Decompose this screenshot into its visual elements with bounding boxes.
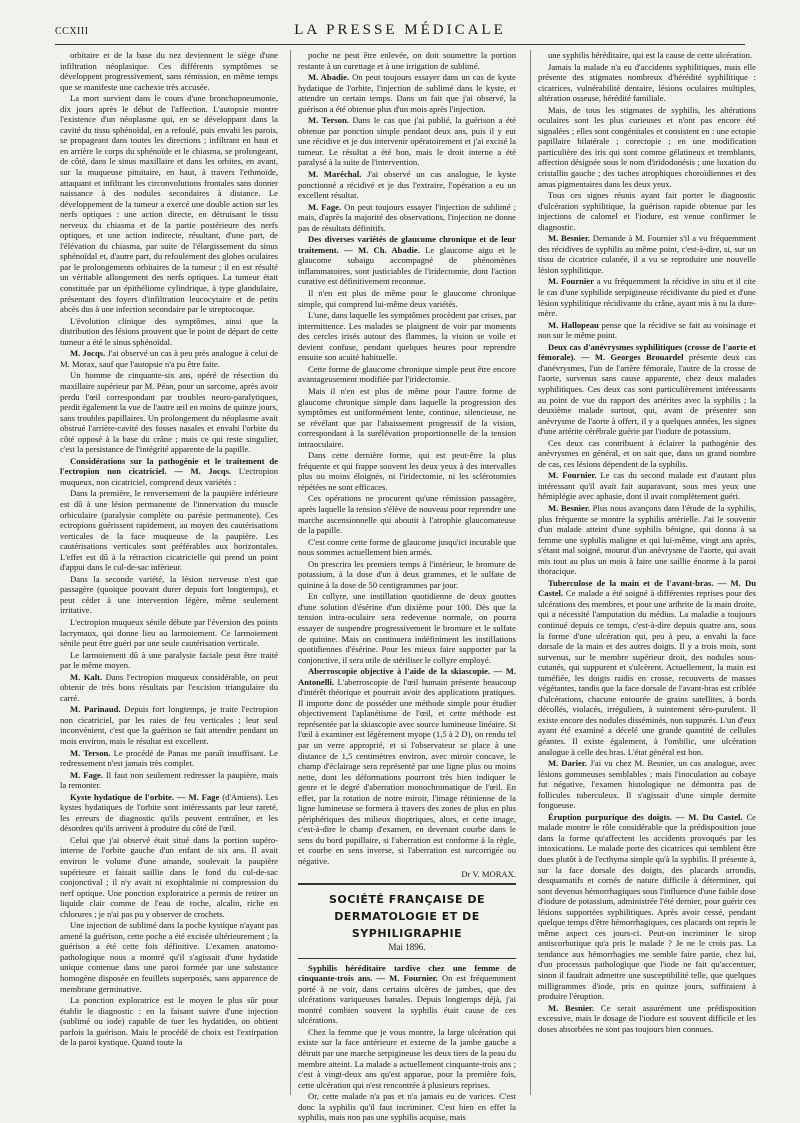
paragraph [298, 202, 516, 234]
paragraph-text: J'ai observé un cas à peu près analogue à celui de M. Morax, sauf que l'autopsie n'a pu être faite. [60, 348, 278, 369]
paragraph [538, 578, 756, 757]
paragraph [538, 503, 756, 577]
paragraph-heading: Tuberculose de la main et de l'avant-bras. — M. Du Castel. [538, 577, 756, 599]
paragraph-text: La ponction exploratrice est le moyen le plus sûr pour établir le diagnostic : en la faisant suivre d'une injection (sublimé ou iode) capable de tuer les hydatides, on obtient parfois la guérison. Mais le procédé de choix est l'extirpation de la paroi kystique. Quand toute la [60, 995, 278, 1048]
paragraph [60, 370, 278, 454]
header-rule [55, 44, 745, 45]
paragraph [298, 537, 516, 558]
paragraph [538, 812, 756, 1002]
paragraph-heading: M. Fournier. [548, 470, 597, 481]
paragraph [60, 93, 278, 314]
section-header [298, 883, 516, 959]
paragraph-text: On prescrira les premiers temps à l'intérieur, le bromure de potassium, à la dose d'un à deux grammes, et le sulfate de quinine à la dose de 50 centigrammes par jour. [298, 558, 516, 590]
paragraph-text: Celui que j'ai observé était situé dans la portion supéro-interne de l'orbite gauche d'un enfant de six ans. Il avait environ le volume d'une amande, soulevait la paupière supérieure et faisait saillie dans le fond du cul-de-sac conjonctival ; il n'y avait ni exophtalmie ni compression du nerf optique. Une ponction exploratrice a permis de retirer un liquide clair comme de l'eau de roche, alcalin, riche en chlorures ; je n'ai pas pu y observer de crochets. [60, 834, 278, 919]
paragraph-heading: Syphilis héréditaire tardive chez une femme de cinquante-trois ans. — M. Fournier. [298, 962, 516, 984]
paragraph-text: Une injection de sublimé dans la poche kystique n'ayant pas amené la guérison, cette poche a été excisée ultérieurement ; la guérison a été cette fois définitive. L'examen anatomo-pathologique nous a montré qu'il s'agissait d'une hydatide unique contenue dans une paroi formée par une substance homogène disposée en feuillets superposés, sans apparence de membrane germinative. [60, 920, 278, 994]
paragraph [60, 995, 278, 1048]
paragraph-text: Jamais la malade n'a eu d'accidents syphilitiques, mais elle présente des stigmates nombreux d'hérédité syphilitique : cicatrices, vulnérabilité dentaire, lésions oculaires multiples, altération osseuse, hérédité familiale. [538, 61, 756, 104]
column-divider [530, 50, 531, 1095]
paragraph [60, 50, 278, 92]
section-date: Mai 1896. [388, 942, 426, 953]
paragraph [298, 591, 516, 665]
paragraph-text: une syphilis héréditaire, qui est la cause de cette ulcération. [548, 50, 753, 60]
paragraph-text: Tous ces signes réunis ayant fait porter le diagnostic d'ulcération syphilitique, la guérison rapide obtenue par les injections de calomel et l'iodure, est venue confirmer le diagnostic. [538, 190, 756, 232]
paragraph-heading: M. Fournier [548, 276, 594, 287]
paragraph [298, 310, 516, 363]
paragraph-text: L'ectropion muqueux sénile débute par l'éversion des points lacrymaux, qui donne lieu au larmoiement. Ce larmoiement sénile peut être guéri par une seule cautérisation verticale. [60, 616, 278, 649]
paragraph-text: (d'Amiens). Les kystes hydatiques de l'orbite sont intéressants par leur rareté, les erreurs de diagnostic qu'ils peuvent entraîner, et les désordres qu'ils arrivent à produire du côté de l'œil. [60, 791, 278, 834]
paragraph-heading: M. Kalt. [70, 671, 103, 682]
paragraph-text: Chez la femme que je vous montre, la large ulcération qui existe sur la face antérieure et externe de la jambe gauche a détruit par une marche serpigineuse les deux tiers de la peau du membre atteint. La malade a actuellement cinquante-trois ans ; c'est à vingt-deux ans qu'est apparue, pour la première fois, cette ulcération qui n'est rencontrée à plusieurs reprises. [298, 1026, 516, 1090]
paragraph [298, 1091, 516, 1123]
paragraph-text: Le larmoiement dû à une paralysie faciale peut être traité par le même moyen. [60, 649, 278, 671]
author-signature: Dr V. MORAX. [461, 868, 516, 879]
paragraph-heading: M. Besnier. [548, 502, 590, 513]
paragraph [298, 169, 516, 201]
paragraph [538, 758, 756, 811]
paragraph-text: Le glaucome aigu et le glaucome subaigu accompagné de phénomènes inflammatoires, sont justiciables de l'iridectomie, dont l'action curative est définitivement reconnue. [298, 244, 516, 287]
paragraph-text: L'une, dans laquelle les symptômes procèdent par crises, par intermittence. Les malades se plaignent de voir par moments des cercles irisés autour des flammes, la vision se voile et devient confuse, pendant quelques heures pour reprendre ensuite son acuité habituelle. [298, 310, 516, 363]
paragraph [538, 276, 756, 318]
paragraph [60, 488, 278, 572]
paragraph-text: Dans l'ectropion muqueux considérable, on peut obtenir de très bons résultats par l'excision triangulaire du carré. [60, 671, 278, 703]
paragraph-text: Cette forme de glaucome chronique simple peut être encore avantageusement modifiée par l'iridectomie. [298, 363, 516, 385]
paragraph-text: J'ai vu chez M. Besnier, un cas analogue, avec lésions gommeuses semblables ; mais l'inoculation au cobaye fut négative, l'examen histologique ne démontra pas de follicules tuberculeux. Il s'agissait d'une simple dermite fongueuse. [538, 758, 756, 811]
paragraph-text: Le cas du second malade est d'autant plus intéressant qu'il avait fait auparavant, sous mes yeux une hémiplégie avec aphasie, dont il avait complètement guéri. [538, 470, 757, 502]
paragraph-heading: Considérations sur la pathogénie et le traitement de l'ectropion non cicatriciel. — M. Jocqs. [60, 455, 278, 477]
paragraph [538, 233, 756, 275]
paragraph-heading: M. Fage. [308, 201, 342, 212]
paragraph-text: Le procédé de Panas me paraît insuffisant. Le redressement n'est jamais très complet. [60, 747, 278, 769]
paragraph [60, 835, 278, 919]
column-left [60, 50, 278, 1095]
paragraph [538, 438, 756, 470]
paragraph [298, 493, 516, 535]
paragraph-text: a vu fréquemment la récidive in situ et il cite le cas d'une syphilide serpigineuse récidivante du pied et d'une lésion syphilitique récidivante du crâne, ayant mis à nu la dure-mère. [538, 276, 756, 319]
paragraph-heading: Éruption purpurique des doigts. — M. Du Castel. [548, 811, 743, 822]
section-title: SOCIÉTÉ FRANÇAISE DE DERMATOLOGIE ET DE SYPHILIGRAPHIE [328, 893, 486, 941]
paragraph-text: On est fréquemment porté à ne voir, dans certains ulcères de jambes, que des ulcérations variqueuses banales. Depuis longtemps déjà, j'ai montré combien souvent la syphilis était cause de ces ulcérations. [298, 973, 516, 1026]
paragraph-heading: M. Darier. [548, 758, 587, 769]
middle-bottom-text [298, 963, 516, 1123]
paragraph-text: Ce serait assurément une prédisposition excessive, mais le dosage de l'iodure est souvent difficile et les doses absorbées ne sont pas toujours bien connues. [538, 1002, 756, 1034]
paragraph-text: pense que la récidive se fait au voisinage et non sur le même point. [538, 319, 757, 341]
paragraph [60, 650, 278, 671]
paragraph [298, 963, 516, 1026]
paragraph [298, 72, 516, 114]
paragraph [538, 105, 756, 189]
paragraph [60, 574, 278, 616]
paragraph-text: Ce malade a été soigné à différentes reprises pour des ulcérations des membres, et pour une arthrite de la main droite, qui a nécessité l'amputation du médius. La maladie a toujours continué depuis ce temps, c'est-à-dire depuis quatre ans, sous la forme d'une ulcération qui, peu à peu, a envahi la face dorsale de la main et des autres doigts. Il y a trois mois, sont survenus, sur le membre supérieur droit, des nodules sous-cutanés, qui suppurent et s'ulcèrent. Actuellement, la main est tuméfiée, les doigts raidis en crosse, recouverts de masses végétantes, tandis que la face dorsale de l'avant-bras est criblée d'ulcérations, chacune entourée de grains satellites, à bords décollés, violacés, irréguliers, à suintement séro-purulent. Il existe encore des nodules disséminés, non suppurés. L'un d'eux ayant été examiné a décelé une grande quantité de cellules géantes. Il existe également, à l'ombilic, une ulcération analogue à celle des bras. L'état général est bon. [538, 588, 756, 757]
paragraph-text: J'ai observé un cas analogue, le kyste ponctionné a récidivé et je dus l'extraire, l'opération a eu un excellent résultat. [298, 169, 517, 201]
paragraph-text: présente deux cas d'anévrysmes, l'un de l'artère fémorale, l'autre de la crosse de l'aorte, survenus sans cause apparente, chez deux malades syphilitiques. Ces deux cas sont particulièrement intéressants au point de vue du rapport des artérites avec la syphilis ; la deuxième malade surtout, qui, avant de présenter son anévrysme de l'aorte à offert, il y a quelques années, les signes d'une artérite cérébrale guérie par l'iodure de potassium. [538, 352, 756, 437]
paragraph-text: Demande à M. Fournier s'il a vu fréquemment des récidives de syphilis au même point, c'est-à-dire, si, sur un tissu de cicatrice culanée, il a vu se reproduire une nouvelle lésion syphilitique. [538, 233, 756, 275]
paragraph [298, 559, 516, 591]
paragraph-heading: M. Fage. [70, 769, 103, 780]
journal-title: LA PRESSE MÉDICALE [294, 22, 506, 38]
paragraph-text: On peut toujours essayer dans un cas de kyste hydatique de l'orbite, l'injection de sublimé dans le kyste, et attendre un certain temps. Dans un fait que j'ai observé, la guérison a été obtenue plus d'un mois après l'injection. [298, 72, 516, 114]
paragraph-heading: M. Terson. [308, 115, 349, 126]
paragraph-text: poche ne peut être enlevée, on doit soumettre la portion restante à un curettage et à une irrigation de sublimé. [298, 50, 516, 71]
paragraph [538, 320, 756, 341]
paragraph-text: Or, cette malade n'a pas et n'a jamais eu de varices. C'est donc la syphilis qu'il faut incriminer. C'est bien en effet la syphilis, mais non pas une syphilis acquise, mais [298, 1091, 516, 1123]
paragraph-heading: M. Abadie. [308, 72, 350, 83]
paragraph [538, 190, 756, 232]
paragraph [60, 617, 278, 649]
paragraph-heading: Des diverses variétés de glaucome chronique et de leur traitement. — M. Ch. Abadie. [298, 234, 516, 255]
paragraph-heading: M. Besnier. [548, 233, 591, 244]
paragraph [298, 364, 516, 385]
paragraph-text: Il n'en est plus de même pour le glaucome chronique simple, qui comprend lui-même deux variétés. [298, 288, 516, 309]
paragraph [60, 316, 278, 348]
paragraph-text: Ce malade montre le rôle considérable que la prédisposition joue dans la forme qu'affectent les accidents provoqués par les intoxications. Le malade porte des cicatrices qui semblent être dues plutôt à de l'ecthyma simple qu'à la syphilis. Il présente à, sur la face dorsale des doigts, des placards arrondis, desquamatifs et cornés de nature difficile à déterminer, qui sont devenus hémorrhagiques sous l'influence d'une faible dose d'iodure de potassium, administrée l'été dernier, pour guérir ces lésions supportées syphilitiques. Après avoir cessé, pendant quelque temps d'être hémorrhagiques, ces placards ont repris le même aspect ces jours-ci. Peut-on incriminer le sirop antiscorbutique qu'a pris le malade ? Je ne le crois pas. La tendance aux hémorrhagies me semble faire partie, chez lui, d'un processus pathologique que l'iode ne fait qu'accentuer, sinon il faudrait admettre une susceptibilité telle, que quelques milligrammes d'iode, pris en quinze jours, suffiraient à produire l'éruption. [538, 811, 756, 1002]
paragraph [60, 704, 278, 746]
paragraph-text: Mais il n'en est plus de même pour l'autre forme de glaucome chronique simple dans laquelle la progression des symptômes est uniformément lente, continue, silencieuse, ne se révélant que par l'abaissement progressif de la vision, correspondant à la surélévation proportionnelle de la tension intraoculaire. [298, 385, 516, 449]
paragraph [538, 342, 756, 437]
column-middle [298, 50, 517, 1123]
paragraph [538, 1003, 756, 1035]
paragraph-heading: Kyste hydatique de l'orbite. — M. Fage [70, 791, 220, 802]
paragraph [538, 470, 756, 502]
paragraph-text: Dans cette dernière forme, qui est peut-être la plus fréquente et qui frappe souvent les deux yeux à des intervalles plus ou moins éloignés, ni l'iridectomie, ni les sclérotomies répétées ne sont efficaces. [298, 450, 516, 492]
paragraph [60, 920, 278, 994]
page-header [55, 22, 745, 44]
paragraph-heading: M. Jocqs. [70, 348, 106, 359]
middle-top-text [298, 50, 516, 867]
paragraph-heading: M. Terson. [70, 747, 111, 758]
paragraph-text: C'est contre cette forme de glaucome jusqu'ici incurable que nous sommes actuellement bien armés. [298, 536, 516, 558]
paragraph-text: Il faut non seulement redresser la paupière, mais la remonter. [60, 769, 278, 791]
paragraph [298, 115, 516, 168]
paragraph [298, 386, 516, 449]
paragraph [298, 450, 516, 492]
paragraph [298, 288, 516, 309]
paragraph-heading: M. Parinaud. [70, 704, 121, 715]
paragraph [538, 50, 756, 61]
paragraph-text: Dans la seconde variété, la lésion nerveuse n'est que passagère (quoique pouvant durer depuis fort longtemps), et peut céder à une intervention légère, même seulement irritative. [60, 573, 278, 616]
paragraph-text: Dans la première, le renversement de la paupière inférieure est dû à une lésion permanente de l'innervation du muscle orbiculaire (paralysie complète ou parésie permanente). Ces ectropions guérissent rapidement, au moyen des cautérisations verticales de la face muqueuse de la paupière. Les cautérisations verticales sont préférables aux horizontales. L'effet est dû à la rétraction cicatricielle qui prend un point d'appui dans le cul-de-sac inférieur. [60, 488, 278, 573]
paragraph [538, 62, 756, 104]
paragraph-text: Ces opérations ne procurent qu'une rémission passagère, après laquelle la tension s'élève de nouveau pour reprendre une marche ascensionnelle qui aboutit à l'atrophie glaucomateuse de la papille. [298, 493, 516, 536]
paragraph-heading: Aberroscopie objective à l'aide de la skiascopie. — M. Antonelli. [298, 666, 516, 687]
paragraph [60, 770, 278, 791]
paragraph [60, 792, 278, 834]
paragraph-heading: M. Hallopeau [548, 319, 599, 330]
paragraph-text: En collyre, une instillation quotidienne de deux gouttes d'une solution d'ésérine d'un dixième pour 100. Dès que la tension intra-oculaire sera redevenue normale, on pourra essayer de suspendre progressivement le bromure et le sulfate de quinine. Mais on continuera indéfiniment les instillations quotidiennes d'ésérine. Pour les mieux faire supporter par la conjonctive, il sera utile de stériliser le collyre employé. [298, 591, 516, 665]
paragraph-text: Plus nous avançons dans l'étude de la syphilis, plus fréquente se montre la syphilis artérielle. J'ai le souvenir d'un malade atteint d'une syphilis bénigne, qui donna à sa femme une syphilis maligne et qui lui-même, vingt ans après, s'étant mal soigné, mourut d'un anévrysme de l'aorte, qui avait mis tout au plus un mois à faire une saillie énorme à la paroi thoracique. [538, 502, 756, 577]
paragraph-text: On peut toujours essayer l'injection de sublimé ; mais, d'après la majorité des observations, l'injection ne donne pas de résultats définitifs. [298, 201, 516, 233]
paragraph-text: Mais, de tous les stigmates de syphilis, les altérations oculaires sont les plus curieuses et n'ont pas encore été signalées ; elles sont congénitales et consistent en : une ectopie papillaire bilatérale ; corectopie ; en une modification particulière des iris qui sont comme gélatineux et tremblants, affection désignée sous le nom d'iridodonésis ; une luxation du cristallin gauche ; des taches atrophiques choroïdiennes et des amas pigmentaires dans les deux yeux. [538, 104, 756, 189]
paragraph [298, 234, 516, 287]
paragraph [60, 748, 278, 769]
paragraph-text: Depuis fort longtemps, je traite l'ectropion non cicatriciel, par les raies de feu verticales ; leur seul inconvénient, c'est que la guérison se fait attendre pendant un mois environ, mais le résultat est excellent. [60, 704, 278, 746]
paragraph-text: orbitaire et de la base du nez deviennent le siège d'une infiltration néoplasique. Ces différents symptômes se développent progressivement, sans rémission, en même temps que se manifeste une cachexie très accusée. [60, 50, 278, 92]
page-number: CCXIII [55, 26, 89, 37]
paragraph-text: La mort survient dans le cours d'une bronchopneumonie, dix jours après le début de l'affection. L'autopsie montre l'existence d'un néoplasme qui, en se développant dans la cavité du tissu sphénoïdal, en a refoulé, puis envahi les parois, se propageant dans toutes les directions ; infiltrant en haut et en arrière le corps du sphénoïde et le chiasma, se prolongeant, de côté, dans le sinus maxillaire et dans les orbites, en avant, sur la muqueuse pituitaire, en haut, à travers l'ethmoïde, attaquant et infiltrant les circonvolutions frontales sans donner naissance à des nodules secondaires à distance. Le développement de la tumeur a exercé une double action sur les nerfs optiques : une action directe, en détruisant le tissu nerveux du chiasma et de la partie postérieure des nerfs optiques, et une action indirecte, résultant, d'une part, de l'élévation du chiasma, par suite de l'élargissement du sinus sphénoïdal et, d'autre part, du refoulement des globes oculaires par le prolongements orbitaires de la tumeur ; il en est résulté un véritable allongement des nerfs optiques. La tumeur était constituée par un épithéliome cylindrique, à type glandulaire, présentant des foyers d'infiltration leucocytaire et de petits abcès dus à une infection secondaire par le streptocoque. [60, 93, 278, 315]
paragraph-heading: M. Besnier. [548, 1002, 595, 1013]
paragraph-text: Ces deux cas contribuent à éclairer la pathogénie des anévrysmes en général, et on sait que, dans un grand nombre de cas, ces lésions dépendent de la syphilis. [538, 437, 756, 469]
paragraph-text: Un homme de cinquante-six ans, opéré de résection du maxillaire supérieur par M. Péan, pour un sarcome, après avoir perdu l'œil correspondant par troubles neuro-paralytiques, perdit également la vue de l'autre œil en moins de quinze jours, sans troubles papillaires. Un prolongement du néoplasme avait obstrué l'arrière-cavité des fosses nasales et envahi l'orbite du côté opposé à la base du crâne ; mais ce qui reste singulier, c'est la persistance de l'intégrité apparente de la papille. [60, 370, 278, 455]
paragraph [298, 666, 516, 866]
paragraph-heading: M. Maréchal. [308, 169, 362, 180]
column-divider [290, 50, 291, 1095]
paragraph [298, 1027, 516, 1090]
paragraph-text: L'évolution clinique des symptômes, ainsi que la distribution des lésions prouvent que le point de départ de cette tumeur a été le sinus sphénoïdal. [60, 315, 278, 347]
paragraph [60, 672, 278, 704]
paragraph-text: L'ectropion muqueux, non cicatriciel, comprend deux variétés : [60, 466, 278, 487]
paragraph-text: L'aberroscopie de l'œil humain présente beaucoup d'intérêt théorique et pourrait avoir des applications pratiques. Il importe donc de posséder une méthode simple pour étudier objectivement l'aplanétisme de l'œil, et cette méthode est représentée par la skiascopie avec source lumineuse linéaire. Si l'œil à examiner est légèrement myope (1,5 à 2 D), on rendu tel par un verre approprié, et si l'observateur se place à une distance de 1,5 centimètres environ, avec miroir concave, le champ d'éclairage sera représenté par une ligne plus ou moins nette, dont les déformations pourront très bien indiquer le genre et le degré d'aberration monochromatique de l'œil. En effet, par la rotation de notre miroir, l'image rétinienne de la ligne lumineuse se formera à travers des zones de plus en plus périphériques des milieux dioptriques, alors, et cette image, c'est-à-dire le champ d'examen, en devenant courbe dans le sens du bord pupillaire, si l'aberration est conforme à la règle, et courbe en sens inverse, si l'aberration est surcorrigée ou négative. [298, 676, 516, 867]
paragraph [60, 456, 278, 488]
paragraph [60, 348, 278, 369]
column-right [538, 50, 756, 1095]
paragraph [298, 50, 516, 71]
paragraph-text: Dans le cas que j'ai publié, la guérison a été obtenue par ponction simple pendant deux ans, puis il y eut une récidive et je dus intervenir opératoirement et j'ai excisé la tumeur. Le résultat a été bon, mais le droit interne a été paralysé à la suite de l'intervention. [298, 115, 516, 168]
paragraph-heading: Deux cas d'anévrysmes syphilitiques (crosse de l'aorte et fémorale). — M. Georges Brouardel [538, 341, 756, 363]
